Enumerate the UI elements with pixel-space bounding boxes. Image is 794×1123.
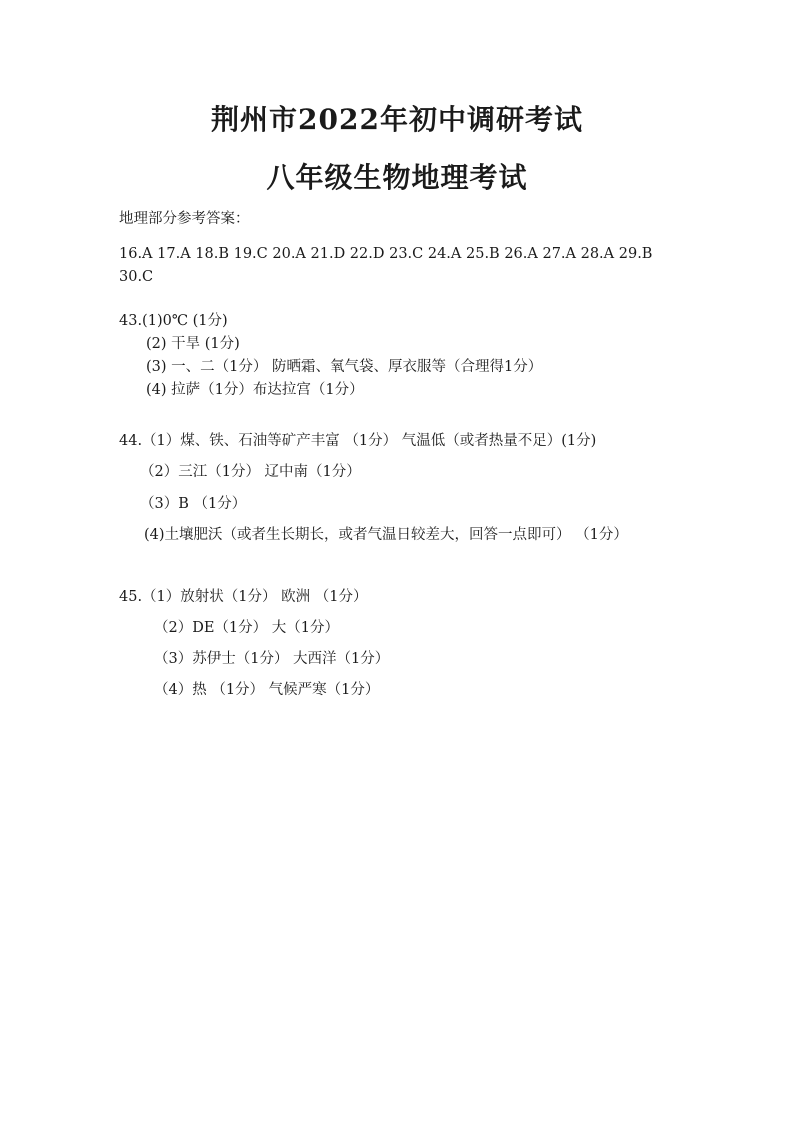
q45-part-2: （2）DE（1分） 大（1分）	[154, 620, 339, 636]
document-subtitle: 八年级生物地理考试	[266, 161, 528, 194]
q43-part-1: 43.(1)0℃ (1分)	[119, 313, 228, 329]
mc-answers-line-1: 16.A 17.A 18.B 19.C 20.A 21.D 22.D 23.C 24.A 25.B 26.A 27.A 28.A 29.B	[119, 246, 653, 262]
q45-part-1: 45.（1）放射状（1分） 欧洲 （1分）	[119, 589, 368, 605]
q44-part-2: （2）三江（1分） 辽中南（1分）	[140, 464, 361, 480]
q43-part-4: (4) 拉萨（1分）布达拉宫（1分）	[146, 382, 364, 398]
q44-part-1: 44.（1）煤、铁、石油等矿产丰富 （1分） 气温低（或者热量不足）(1分)	[119, 433, 597, 449]
q43-part-2: (2) 干旱 (1分)	[146, 336, 240, 352]
mc-answers-line-2: 30.C	[119, 269, 154, 285]
q44-part-4: (4)土壤肥沃（或者生长期长，或者气温日较差大，回答一点即可） （1分）	[144, 527, 628, 543]
q45-part-4: （4）热 （1分） 气候严寒（1分）	[154, 682, 380, 698]
q44-part-3: （3）B （1分）	[140, 496, 247, 512]
q43-part-3: (3) 一、二（1分） 防晒霜、氧气袋、厚衣服等（合理得1分）	[146, 359, 543, 375]
section-label: 地理部分参考答案：	[119, 211, 250, 227]
document-title: 荆州市2022年初中调研考试	[211, 103, 583, 136]
q45-part-3: （3）苏伊士（1分） 大西洋（1分）	[154, 651, 390, 667]
